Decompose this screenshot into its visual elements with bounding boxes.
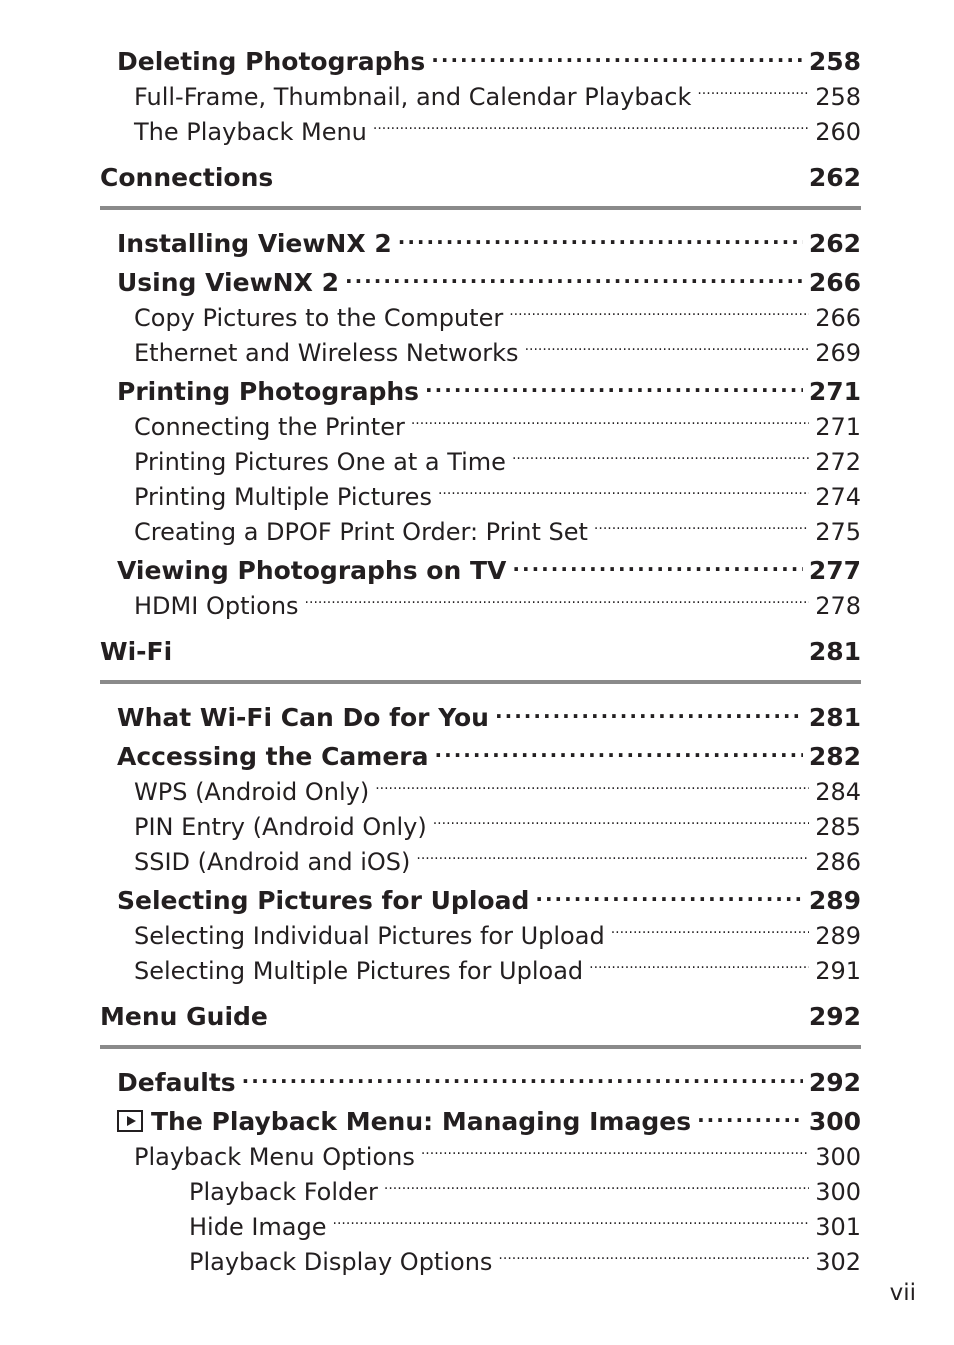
dot-leader xyxy=(594,516,809,540)
dot-leader xyxy=(512,446,809,470)
toc-entry-title xyxy=(134,447,506,477)
toc-entry-title xyxy=(134,338,519,368)
section-divider xyxy=(100,1045,861,1049)
dot-leader xyxy=(498,1246,809,1270)
toc-entry-text: What Wi-Fi Can Do for You xyxy=(117,703,489,732)
toc-entry-text: Accessing the Camera xyxy=(117,742,429,771)
toc-entry-title xyxy=(134,1142,415,1172)
toc-entry-page: 302 xyxy=(815,1248,861,1276)
toc-entry-text: WPS (Android Only) xyxy=(134,778,370,806)
toc-entry-title xyxy=(134,777,369,807)
toc-entry[interactable] xyxy=(100,267,861,298)
toc-entry[interactable] xyxy=(100,411,861,442)
toc-entry-page: 300 xyxy=(815,1143,861,1171)
toc-entry-title xyxy=(134,847,410,877)
toc-entry-title xyxy=(117,1107,691,1137)
toc-entry[interactable] xyxy=(100,846,861,877)
toc-entry-text: The Playback Menu xyxy=(134,118,367,146)
toc-entry[interactable] xyxy=(100,920,861,951)
toc-entry[interactable] xyxy=(100,116,861,147)
toc-entry-title xyxy=(134,117,367,147)
toc-entry-page: 271 xyxy=(815,413,861,441)
toc-entry-page: 266 xyxy=(815,304,861,332)
toc-entry[interactable] xyxy=(100,46,861,77)
toc-entry-title xyxy=(134,517,588,547)
dot-leader xyxy=(525,337,810,361)
toc-entry[interactable] xyxy=(100,337,861,368)
toc-entry[interactable] xyxy=(100,741,861,772)
toc-entry-text: Printing Photographs xyxy=(117,377,420,406)
dot-leader xyxy=(697,81,809,105)
toc-entry[interactable] xyxy=(100,302,861,333)
toc-entry-text: Connecting the Printer xyxy=(134,413,405,441)
toc-entry-page: 262 xyxy=(808,229,861,258)
toc-entry-text: SSID (Android and iOS) xyxy=(134,848,411,876)
toc-entry[interactable] xyxy=(100,885,861,916)
toc-entry-text: Installing ViewNX 2 xyxy=(117,229,392,258)
toc-entry-text: Viewing Photographs on TV xyxy=(117,556,507,585)
toc-entry-title xyxy=(117,229,392,259)
toc-entry-page: 272 xyxy=(815,448,861,476)
toc-entry-page: 275 xyxy=(815,518,861,546)
toc-entry-title xyxy=(134,82,691,112)
section-page: 281 xyxy=(808,637,861,666)
dot-leader xyxy=(345,267,803,291)
dot-leader xyxy=(421,1141,809,1165)
toc-entry[interactable] xyxy=(100,1106,861,1137)
toc-entry-title xyxy=(117,703,489,733)
toc-entry-title xyxy=(117,47,425,77)
toc-entry-text: Printing Multiple Pictures xyxy=(134,483,432,511)
toc-entry-page: 292 xyxy=(808,1068,861,1097)
page-number: vii xyxy=(889,1280,916,1306)
toc-entry[interactable] xyxy=(100,590,861,621)
toc-entry[interactable] xyxy=(100,1246,861,1277)
dot-leader xyxy=(589,955,809,979)
toc-entry[interactable] xyxy=(100,776,861,807)
toc-entry-title xyxy=(134,303,503,333)
toc-entry[interactable] xyxy=(100,516,861,547)
toc-entry[interactable] xyxy=(100,81,861,112)
section-title: Connections xyxy=(100,163,274,192)
toc-entry-page: 274 xyxy=(815,483,861,511)
section-divider xyxy=(100,680,861,684)
toc-entry-page: 278 xyxy=(815,592,861,620)
dot-leader xyxy=(697,1106,803,1130)
toc-entry-title xyxy=(134,921,605,951)
dot-leader xyxy=(333,1211,810,1235)
toc-entry[interactable] xyxy=(100,811,861,842)
toc-entry-title xyxy=(134,956,583,986)
toc-entry[interactable] xyxy=(100,1176,861,1207)
dot-leader xyxy=(431,46,803,70)
toc-entry-text: Selecting Multiple Pictures for Upload xyxy=(134,957,584,985)
dot-leader xyxy=(438,481,809,505)
toc-entry-title xyxy=(117,377,419,407)
toc-entry-page: 277 xyxy=(808,556,861,585)
dot-leader xyxy=(495,702,803,726)
toc-entry[interactable] xyxy=(100,1067,861,1098)
toc-entry-page: 289 xyxy=(815,922,861,950)
toc-entry-title xyxy=(117,1068,236,1098)
dot-leader xyxy=(512,555,802,579)
toc-entry-page: 271 xyxy=(808,377,861,406)
toc-entry-text: Defaults xyxy=(117,1068,236,1097)
toc-entry-title xyxy=(117,742,429,772)
toc-entry[interactable] xyxy=(100,376,861,407)
section-title: Wi-Fi xyxy=(100,637,173,666)
toc-entry-text: Deleting Photographs xyxy=(117,47,426,76)
toc-entry[interactable] xyxy=(100,1141,861,1172)
dot-leader xyxy=(611,920,810,944)
toc-entry-text: Copy Pictures to the Computer xyxy=(134,304,504,332)
toc-entry-text: Using ViewNX 2 xyxy=(117,268,339,297)
toc-entry-text: Creating a DPOF Print Order: Print Set xyxy=(134,518,588,546)
toc-entry-title xyxy=(117,268,339,298)
section-page: 262 xyxy=(808,163,861,192)
toc-entry-page: 281 xyxy=(808,703,861,732)
toc-entry-page: 282 xyxy=(808,742,861,771)
toc-entry-page: 266 xyxy=(808,268,861,297)
toc-entry[interactable] xyxy=(100,702,861,733)
toc-entry[interactable] xyxy=(100,481,861,512)
dot-leader xyxy=(435,741,803,765)
toc-entry-title xyxy=(189,1247,492,1277)
dot-leader xyxy=(398,228,803,252)
dot-leader xyxy=(416,846,809,870)
toc-entry-page: 300 xyxy=(815,1178,861,1206)
section-page: 292 xyxy=(808,1002,861,1031)
dot-leader xyxy=(305,590,810,614)
playback-icon xyxy=(117,1110,143,1132)
toc-entry-title xyxy=(117,886,529,916)
toc-entry-page: 258 xyxy=(808,47,861,76)
toc-entry-page: 286 xyxy=(815,848,861,876)
dot-leader xyxy=(375,776,809,800)
toc-entry[interactable] xyxy=(100,228,861,259)
toc-entry-text: The Playback Menu: Managing Images xyxy=(151,1107,692,1136)
toc-entry-page: 301 xyxy=(815,1213,861,1241)
section-heading xyxy=(100,163,861,193)
toc-entry-title xyxy=(134,812,427,842)
toc-entry-text: Hide Image xyxy=(189,1213,327,1241)
toc-entry-page: 260 xyxy=(815,118,861,146)
toc-entry-page: 289 xyxy=(808,886,861,915)
toc-entry-page: 269 xyxy=(815,339,861,367)
dot-leader xyxy=(509,302,809,326)
dot-leader xyxy=(425,376,803,400)
section-heading xyxy=(100,1002,861,1032)
toc-entry-title xyxy=(134,482,432,512)
toc-entry-title xyxy=(189,1212,327,1242)
toc-entry-text: Playback Folder xyxy=(189,1178,378,1206)
dot-leader xyxy=(384,1176,809,1200)
toc-entry-text: Playback Menu Options xyxy=(134,1143,415,1171)
toc-entry-title xyxy=(134,412,405,442)
toc-entry-title xyxy=(189,1177,378,1207)
table-of-contents xyxy=(100,46,861,1277)
section-title: Menu Guide xyxy=(100,1002,268,1031)
toc-entry-page: 284 xyxy=(815,778,861,806)
toc-entry-page: 258 xyxy=(815,83,861,111)
toc-entry-title xyxy=(134,591,299,621)
toc-entry-text: HDMI Options xyxy=(134,592,299,620)
dot-leader xyxy=(373,116,809,140)
toc-entry[interactable] xyxy=(100,555,861,586)
toc-entry-page: 285 xyxy=(815,813,861,841)
dot-leader xyxy=(535,885,802,909)
dot-leader xyxy=(433,811,809,835)
toc-entry-text: PIN Entry (Android Only) xyxy=(134,813,427,841)
toc-entry-title xyxy=(117,556,506,586)
toc-entry[interactable] xyxy=(100,446,861,477)
dot-leader xyxy=(411,411,809,435)
toc-entry-text: Selecting Pictures for Upload xyxy=(117,886,530,915)
section-divider xyxy=(100,206,861,210)
toc-entry[interactable] xyxy=(100,955,861,986)
toc-entry-text: Printing Pictures One at a Time xyxy=(134,448,506,476)
toc-entry-text: Selecting Individual Pictures for Upload xyxy=(134,922,605,950)
toc-entry-text: Full-Frame, Thumbnail, and Calendar Playback xyxy=(134,83,692,111)
toc-entry-text: Playback Display Options xyxy=(189,1248,493,1276)
dot-leader xyxy=(242,1067,803,1091)
toc-entry-text: Ethernet and Wireless Networks xyxy=(134,339,519,367)
section-heading xyxy=(100,637,861,667)
toc-entry-page: 300 xyxy=(808,1107,861,1136)
toc-entry-page: 291 xyxy=(815,957,861,985)
toc-entry[interactable] xyxy=(100,1211,861,1242)
